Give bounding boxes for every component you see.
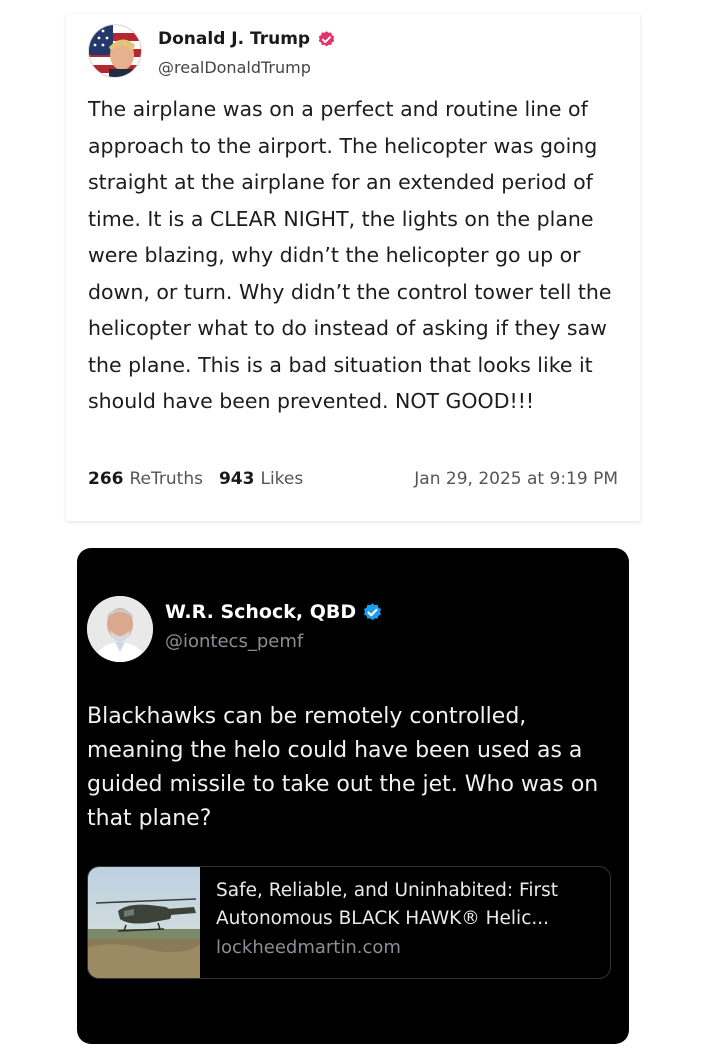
x-author-avatar[interactable] <box>87 596 153 662</box>
truth-post-timestamp[interactable]: Jan 29, 2025 at 9:19 PM <box>414 469 618 489</box>
link-preview-thumbnail <box>88 867 200 979</box>
x-author-handle[interactable]: @iontecs_pemf <box>165 631 304 652</box>
x-post-card[interactable] <box>77 548 629 1044</box>
truth-author-name-text: Donald J. Trump <box>158 29 311 49</box>
truth-post-body: The airplane was on a perfect and routine line of approach to the airport. The helicopter was going straight at the airplane for an extended period of time. It is a CLEAR NIGHT, the lights on the plane were blazing, why didn’t the helicopter go up or down, or turn. Why didn’t the control tower tell the helicopter what to do instead of asking if they saw the plane. This is a bad situation that looks like it should have been prevented. NOT GOOD!!! <box>88 97 612 413</box>
link-preview-title-line2: Autonomous BLACK HAWK® Helic... <box>216 908 550 929</box>
x-author-name[interactable] <box>165 601 383 623</box>
x-post-body: Blackhawks can be remotely controlled, meaning the helo could have been used as a guided missile to take out the jet. Who was on that plane? <box>87 704 599 831</box>
link-preview-domain[interactable]: lockheedmartin.com <box>216 937 401 958</box>
x-author-name-text: W.R. Schock, QBD <box>165 601 357 623</box>
likes-count: 943 <box>218 469 255 489</box>
verified-badge-icon <box>362 602 383 623</box>
truth-post-card[interactable] <box>66 14 640 521</box>
verified-badge-icon <box>317 30 336 49</box>
link-preview-title[interactable] <box>216 877 606 933</box>
link-preview-card[interactable] <box>87 866 611 979</box>
retruths-count: 266 <box>88 469 124 489</box>
helicopter-image-icon <box>88 867 200 979</box>
truth-post-stats <box>88 469 618 489</box>
truth-author-handle[interactable]: @realDonaldTrump <box>158 58 311 77</box>
truth-author-avatar[interactable] <box>88 24 142 78</box>
link-preview-title-line1: Safe, Reliable, and Uninhabited: First <box>216 880 558 901</box>
likes-label[interactable]: Likes <box>260 469 304 489</box>
retruths-label[interactable]: ReTruths <box>129 469 203 489</box>
truth-author-name[interactable] <box>158 29 336 49</box>
